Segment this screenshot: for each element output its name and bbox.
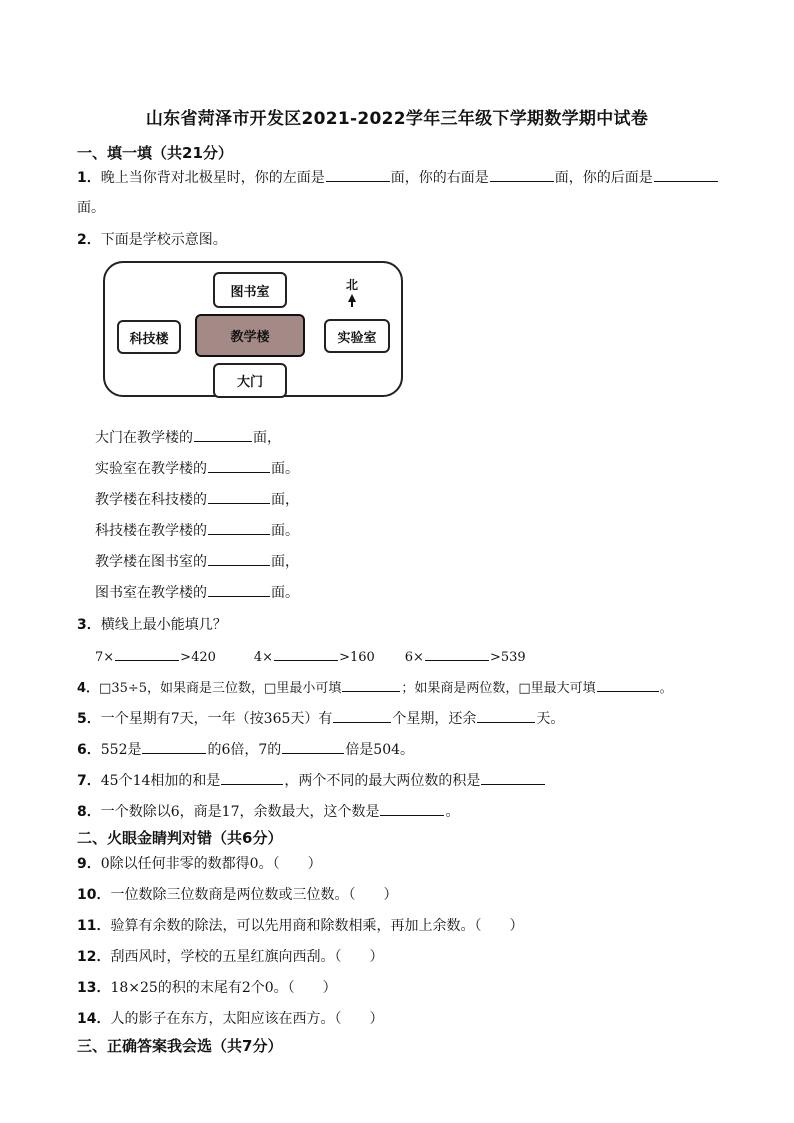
question-text: 面，你的后面是 [554,170,653,186]
question-number: 13． [77,980,111,996]
tech-building: 科技楼 [117,320,181,354]
question-text: 一个星期有7天，一年（按365天）有 [100,711,333,727]
question-text: 。 [659,681,673,696]
question-text: 18×25的积的末尾有2个0。（ [110,980,295,996]
question-number: 1． [77,170,101,186]
answer-blank[interactable] [333,708,391,723]
answer-blank[interactable] [477,708,535,723]
question-text: ；如果商是两位数，□里最大可填 [401,681,596,696]
lab-building: 实验室 [324,319,390,353]
question-text: 的6倍，7的 [207,742,282,758]
question-text: ） [369,949,384,965]
question-text: 倍是504。 [345,742,415,758]
section-heading-1: 一、填一填（共21分） [77,144,233,162]
question-number: 3． [77,617,101,633]
library-building: 图书室 [213,272,287,308]
question-number: 14． [77,1011,111,1027]
question-text: 晚上当你背对北极星时，你的左面是 [100,170,325,186]
question-number: 11． [77,918,111,934]
question-9 [77,853,322,873]
question-text: 下面是学校示意图。 [100,232,227,248]
expression-text: >420 [180,650,216,665]
question-number: 2． [77,232,101,248]
school-gate: 大门 [213,363,287,398]
answer-blank[interactable] [342,677,400,692]
question-text: ） [322,980,337,996]
answer-blank[interactable] [142,739,206,754]
section-heading-3: 三、正确答案我会选（共7分） [77,1037,283,1055]
question-text: 面， [253,430,281,446]
page-title: 山东省菏泽市开发区2021-2022学年三年级下学期数学期中试卷 [145,109,649,129]
question-text: ） [509,918,524,934]
question-12 [77,946,383,966]
question-text: □35÷5，如果商是三位数，□里最小可填 [99,681,342,696]
answer-blank[interactable] [380,801,444,816]
answer-blank[interactable] [326,167,390,182]
question-5 [77,708,564,728]
question-text: 大门在教学楼的 [95,430,193,446]
question-text: 面， [271,554,299,570]
question-3 [77,614,227,634]
answer-blank[interactable] [208,489,270,504]
north-label: 北 [345,278,358,292]
answer-blank[interactable] [194,427,252,442]
answer-blank[interactable] [208,582,270,597]
answer-blank[interactable] [282,739,344,754]
question-4 [77,677,673,696]
answer-blank[interactable] [208,551,270,566]
question-1 [77,167,719,187]
expression-text: >539 [489,650,526,665]
question-text: 教学楼在图书室的 [95,554,207,570]
question-text: 面，你的右面是 [390,170,489,186]
question-text: 实验室在教学楼的 [95,461,207,477]
question-8 [77,801,459,821]
question-text: 面。 [271,523,299,539]
question-text: ） [383,887,398,903]
question-text: 一个数除以6，商是17，余数最大，这个数是 [100,804,380,820]
question-text: 教学楼在科技楼的 [95,492,207,508]
answer-blank[interactable] [425,646,489,661]
question-number: 12． [77,949,111,965]
question-7 [77,770,546,790]
question-text: 面。 [271,585,299,601]
expression-text: 4× [253,650,274,665]
q2-line-5 [95,551,299,571]
answer-blank[interactable] [597,677,659,692]
q2-line-2 [95,458,299,478]
answer-blank[interactable] [490,167,554,182]
answer-blank[interactable] [654,167,718,182]
question-text: 552是 [100,742,142,758]
question-number: 5． [77,711,101,727]
question-text: ） [369,1011,384,1027]
q2-line-4 [95,520,299,540]
question-text: 45个14相加的和是 [100,773,221,789]
question-text: ） [307,856,322,872]
question-number: 6． [77,742,101,758]
question-text: 面， [271,492,299,508]
question-13 [77,977,337,997]
question-text: 天。 [536,711,565,727]
north-arrow-shaft [351,301,353,307]
answer-blank[interactable] [208,458,270,473]
expression-text: 7× [95,650,115,665]
question-text: 横线上最小能填几？ [100,617,227,633]
question-number: 4． [77,681,100,696]
question-3-expressions [95,646,526,665]
q2-line-1 [95,427,281,447]
teaching-building: 教学楼 [195,314,305,357]
question-text: ，两个不同的最大两位数的积是 [284,773,481,789]
question-text: 科技楼在教学楼的 [95,523,207,539]
question-number: 9． [77,856,101,872]
question-text: 刮西风时，学校的五星红旗向西刮。（ [110,949,342,965]
question-10 [77,884,397,904]
expression-text: 6× [404,650,424,665]
expression-text: >160 [339,650,375,665]
question-2 [77,229,227,249]
question-text: 个星期，还余 [392,711,477,727]
section-heading-2: 二、火眼金睛判对错（共6分） [77,829,283,847]
q2-line-3 [95,489,299,509]
question-1-continued: 面。 [77,200,105,216]
question-text: 图书室在教学楼的 [95,585,207,601]
answer-blank[interactable] [221,770,283,785]
question-text: 。 [445,804,460,820]
question-text: 面。 [271,461,299,477]
answer-blank[interactable] [115,646,179,661]
question-number: 8． [77,804,101,820]
question-text: 人的影子在东方，太阳应该在西方。（ [110,1011,342,1027]
question-number: 10． [77,887,111,903]
question-number: 7． [77,773,101,789]
school-map [103,261,403,397]
answer-blank[interactable] [208,520,270,535]
question-11 [77,915,523,935]
question-text: 验算有余数的除法，可以先用商和除数相乘，再加上余数。（ [110,918,482,934]
question-text: 0除以任何非零的数都得0。（ [100,856,280,872]
question-text: 一位数除三位数商是两位数或三位数。（ [110,887,356,903]
answer-blank[interactable] [274,646,338,661]
question-14 [77,1008,383,1028]
question-6 [77,739,414,759]
answer-blank[interactable] [481,770,545,785]
q2-line-6 [95,582,299,602]
